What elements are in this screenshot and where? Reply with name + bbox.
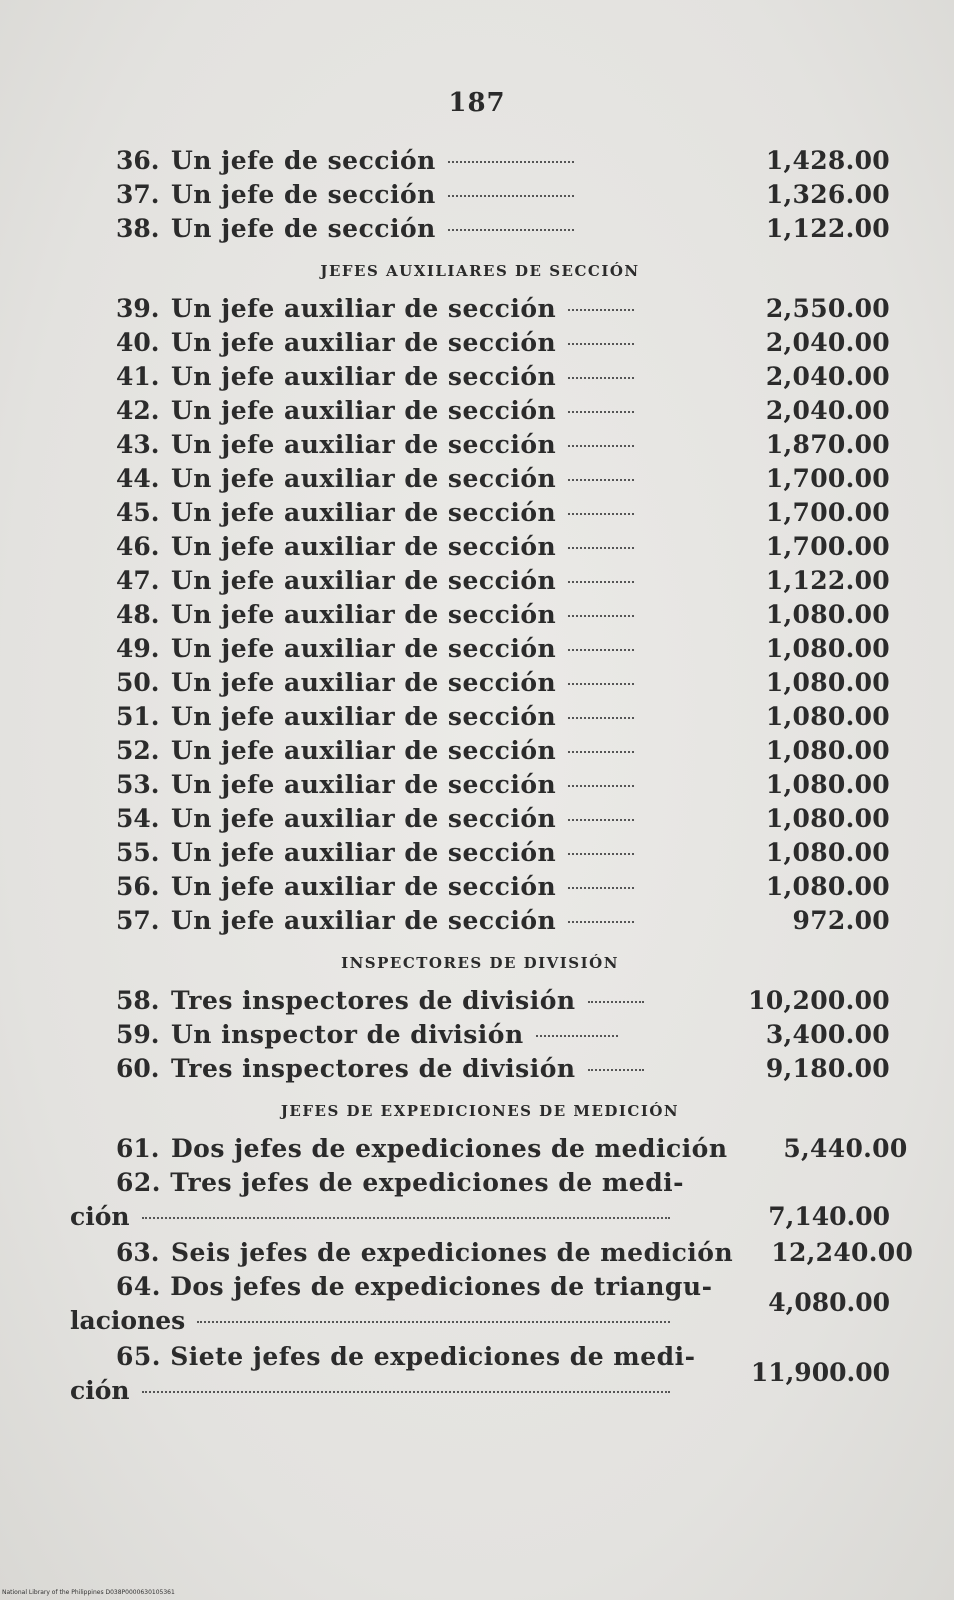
item-description: 64. Dos jefes de expediciones de triangu- [116,1272,713,1301]
item-description-continued: ción [70,1202,130,1231]
dot-leader [588,1001,644,1003]
list-item [70,396,890,430]
dot-leader [448,161,574,163]
item-description: Un jefe auxiliar de sección [171,464,557,493]
item-description: Un jefe auxiliar de sección [171,702,557,731]
dot-leader [568,921,634,923]
list-item [70,668,890,702]
item-amount: 1,326.00 [765,180,891,209]
item-number: 38. [116,214,160,243]
item-amount: 1,080.00 [765,634,890,663]
item-number: 63. [116,1238,160,1267]
item-amount: 1,870.00 [765,430,890,459]
list-item [70,736,890,770]
dot-leader [588,1069,644,1071]
item-amount: 1,122.00 [765,214,891,243]
item-amount: 1,080.00 [765,600,890,629]
dot-leader [142,1391,670,1393]
list-item [70,838,890,872]
list-item [70,294,890,328]
item-amount: 1,428.00 [765,146,891,175]
dot-leader [568,513,634,515]
list-item [70,1238,914,1272]
item-number: 60. [116,1054,160,1083]
item-number: 52. [116,736,160,765]
list-item [70,214,890,248]
dot-leader [568,377,634,379]
item-amount: 9,180.00 [765,1054,890,1083]
list-item [70,1342,890,1412]
item-description: Un jefe de sección [171,146,436,175]
list-item [70,1134,908,1168]
item-amount: 1,122.00 [765,566,890,595]
item-amount: 1,700.00 [765,532,890,561]
dot-leader [568,751,634,753]
item-description: Un jefe auxiliar de sección [171,872,557,901]
item-amount: 2,040.00 [765,396,890,425]
dot-leader [568,309,634,311]
item-number: 50. [116,668,160,697]
section-rows [70,294,890,940]
list-item [70,634,890,668]
dot-leader [568,785,634,787]
item-number: 56. [116,872,160,901]
item-number: 54. [116,804,160,833]
budget-list [70,146,914,1412]
item-number: 48. [116,600,160,629]
item-description: Un jefe auxiliar de sección [171,600,557,629]
dot-leader [568,479,634,481]
list-item [70,146,890,180]
item-amount: 12,240.00 [771,1238,914,1267]
item-number: 55. [116,838,160,867]
item-description: Un jefe auxiliar de sección [171,634,557,663]
item-description: Un jefe auxiliar de sección [171,736,557,765]
item-number: 49. [116,634,160,663]
item-number: 42. [116,396,160,425]
item-amount: 11,900.00 [750,1358,890,1387]
item-description: Un jefe auxiliar de sección [171,668,557,697]
item-number: 40. [116,328,160,357]
item-amount: 1,700.00 [765,498,890,527]
item-amount: 2,550.00 [765,294,890,323]
dot-leader [568,649,634,651]
item-description: Un jefe auxiliar de sección [171,328,557,357]
list-item [70,1168,890,1238]
section-heading: JEFES DE EXPEDICIONES DE MEDICIÓN [280,1102,680,1120]
item-description: Un jefe auxiliar de sección [171,396,557,425]
item-amount: 1,080.00 [765,804,890,833]
footer-caption: National Library of the Philippines D038P0000630105361 [2,1589,175,1596]
item-amount: 10,200.00 [748,986,890,1015]
dot-leader [568,581,634,583]
dot-leader [448,229,574,231]
dot-leader [568,343,634,345]
item-description: Un jefe auxiliar de sección [171,804,557,833]
item-description: Dos jefes de expediciones de medición [171,1134,728,1163]
item-description: Un inspector de división [171,1020,524,1049]
item-description: Un jefe auxiliar de sección [171,430,557,459]
item-description: 62. Tres jefes de expediciones de medi- [116,1168,685,1197]
page-number: 187 [448,88,506,118]
item-amount: 972.00 [792,906,890,935]
item-number: 46. [116,532,160,561]
item-amount: 1,700.00 [765,464,890,493]
item-amount: 1,080.00 [765,702,890,731]
item-number: 53. [116,770,160,799]
item-amount: 1,080.00 [765,736,890,765]
list-item [70,498,890,532]
item-amount: 1,080.00 [765,668,890,697]
item-number: 41. [116,362,160,391]
dot-leader [568,819,634,821]
item-number: 58. [116,986,160,1015]
dot-leader [568,615,634,617]
section-heading: JEFES AUXILIARES DE SECCIÓN [320,262,640,280]
item-description: Un jefe auxiliar de sección [171,838,557,867]
list-item [70,1054,890,1088]
item-amount: 7,140.00 [768,1202,890,1231]
item-description: Un jefe auxiliar de sección [171,566,557,595]
list-item [70,532,890,566]
item-description: Tres inspectores de división [171,1054,576,1083]
item-number: 61. [116,1134,160,1163]
list-item [70,180,890,214]
item-description-continued: laciones [70,1306,186,1335]
item-description: Un jefe auxiliar de sección [171,906,557,935]
item-amount: 5,440.00 [783,1134,908,1163]
list-item [70,362,890,396]
item-number: 37. [116,180,160,209]
item-description: Un jefe auxiliar de sección [171,294,557,323]
dot-leader [568,683,634,685]
list-item [70,566,890,600]
item-description: Un jefe auxiliar de sección [171,498,557,527]
list-item [70,1020,890,1054]
item-description: Un jefe auxiliar de sección [171,770,557,799]
dot-leader [568,445,634,447]
dot-leader [568,411,634,413]
item-description: Seis jefes de expediciones de medición [171,1238,734,1267]
list-item [70,328,890,362]
dot-leader [568,547,634,549]
dot-leader [197,1321,670,1323]
item-number: 45. [116,498,160,527]
item-number: 57. [116,906,160,935]
item-amount: 1,080.00 [765,838,890,867]
item-description: Un jefe auxiliar de sección [171,362,557,391]
item-number: 44. [116,464,160,493]
item-amount: 2,040.00 [765,362,890,391]
dot-leader [448,195,574,197]
list-item [70,872,890,906]
list-item [70,906,890,940]
item-description: Un jefe de sección [171,180,436,209]
dot-leader [536,1035,618,1037]
list-item [70,1272,890,1342]
item-number: 47. [116,566,160,595]
item-description: Un jefe auxiliar de sección [171,532,557,561]
dot-leader [568,887,634,889]
list-item [70,986,890,1020]
section-heading: INSPECTORES DE DIVISIÓN [341,954,619,972]
list-item [70,600,890,634]
item-number: 39. [116,294,160,323]
item-amount: 3,400.00 [765,1020,890,1049]
list-item [70,770,890,804]
item-description-continued: ción [70,1376,130,1405]
list-item [70,464,890,498]
item-amount: 1,080.00 [765,872,890,901]
item-amount: 2,040.00 [765,328,890,357]
item-description: 65. Siete jefes de expediciones de medi- [116,1342,696,1371]
item-number: 43. [116,430,160,459]
dot-leader [568,853,634,855]
item-number: 36. [116,146,160,175]
item-description: Tres inspectores de división [171,986,576,1015]
item-amount: 1,080.00 [765,770,890,799]
list-item [70,430,890,464]
item-amount: 4,080.00 [768,1288,890,1317]
list-item [70,702,890,736]
item-number: 51. [116,702,160,731]
item-description: Un jefe de sección [171,214,436,243]
dot-leader [568,717,634,719]
list-item [70,804,890,838]
item-number: 59. [116,1020,160,1049]
dot-leader [142,1217,670,1219]
